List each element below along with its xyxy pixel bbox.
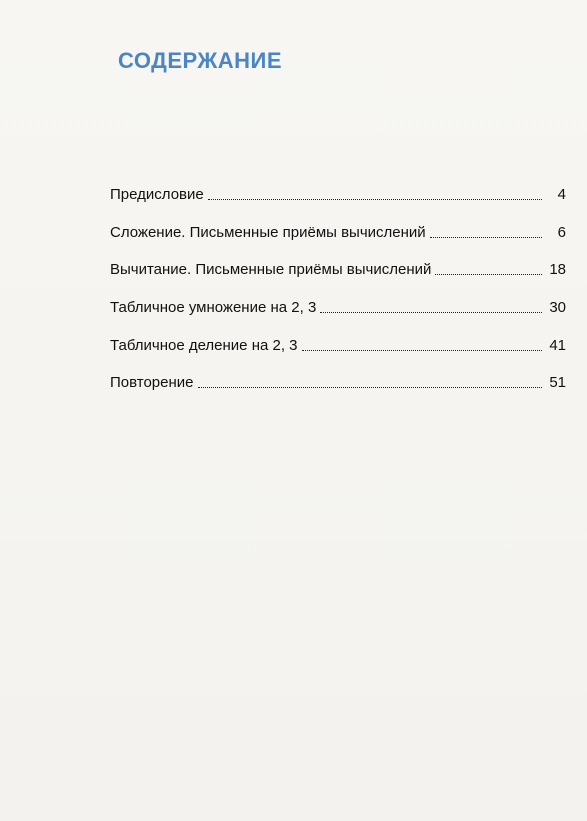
- toc-entry-multiplication: [110, 295, 566, 317]
- toc-entry-addition: [110, 220, 566, 242]
- toc-page-number: 51: [549, 374, 566, 392]
- toc-leader-dots: [430, 236, 542, 238]
- toc-entry-division: [110, 333, 566, 355]
- toc-page-number: 4: [557, 186, 566, 203]
- toc-leader-dots: [302, 349, 542, 351]
- toc-label: Вычитание. Письменные приёмы вычислений: [110, 261, 432, 279]
- page-title: СОДЕРЖАНИЕ: [118, 48, 283, 73]
- toc-page-number: 30: [549, 299, 566, 317]
- toc-leader-dots: [320, 311, 542, 313]
- toc-entry-preface: [110, 182, 566, 204]
- toc-entry-review: [110, 370, 566, 392]
- toc-leader-dots: [198, 386, 543, 388]
- toc-label: Табличное умножение на 2, 3: [110, 299, 317, 317]
- toc-page-number: 18: [549, 261, 566, 279]
- toc-leader-dots: [208, 198, 542, 200]
- toc-page-number: 41: [549, 336, 566, 354]
- toc-label: Табличное деление на 2, 3: [110, 336, 298, 354]
- table-of-contents: [110, 182, 566, 408]
- toc-entry-subtraction: [110, 257, 566, 279]
- toc-page-number: 6: [557, 223, 566, 241]
- toc-leader-dots: [435, 273, 542, 275]
- toc-label: Сложение. Письменные приёмы вычислений: [110, 223, 426, 241]
- toc-label: Повторение: [110, 374, 194, 392]
- toc-label: Предисловие: [110, 186, 204, 203]
